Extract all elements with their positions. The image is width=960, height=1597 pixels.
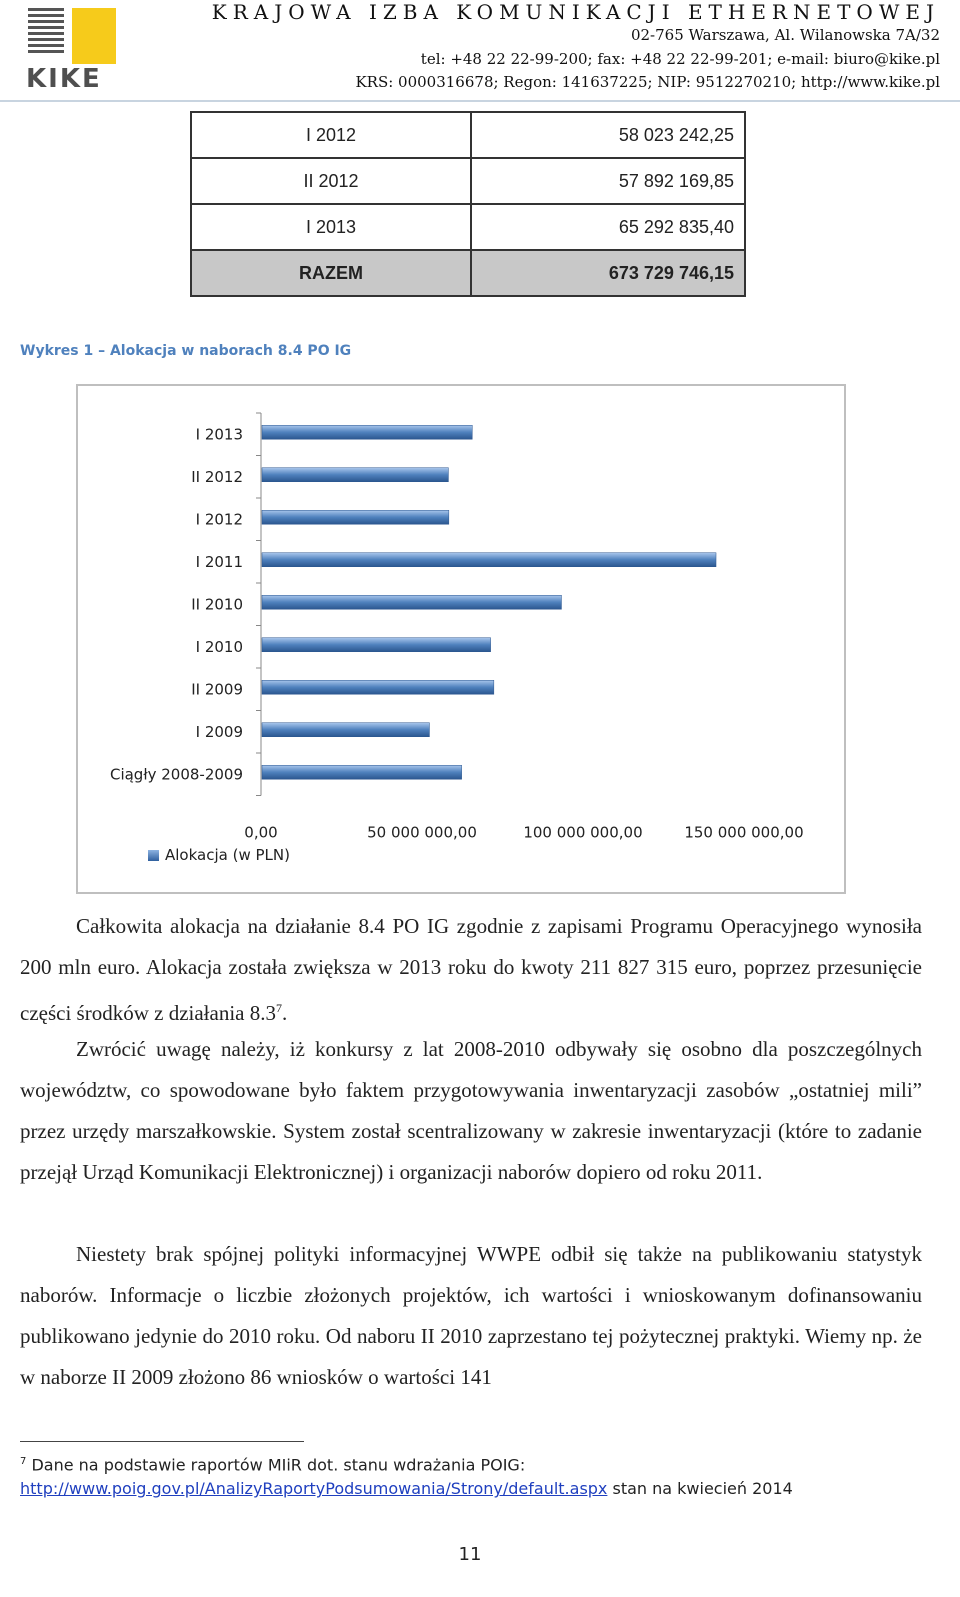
page-number: 11 — [458, 1544, 482, 1565]
table-row — [191, 112, 745, 158]
table-cell-value: 65 292 835,40 — [471, 204, 745, 250]
total-value: 673 729 746,15 — [471, 250, 745, 296]
bar — [262, 723, 429, 737]
allocation-chart — [76, 384, 846, 894]
footnote-link[interactable]: http://www.poig.gov.pl/AnalizyRaportyPodsumowania/Strony/default.aspx — [20, 1479, 608, 1499]
table-cell-value: 57 892 169,85 — [471, 158, 745, 204]
footnote-suffix: stan na kwiecień 2014 — [607, 1479, 793, 1499]
table-row — [191, 158, 745, 204]
y-tick-label: I 2009 — [195, 722, 243, 741]
paragraph-1-end: . — [281, 1001, 288, 1025]
paragraph-3-text: Niestety brak spójnej polityki informacyjnej WWPE odbił się także na publikowaniu statystyk naborów. Informacje o liczbie złożonych projektów, ich wartości i wnioskowanym dofinansowaniu publikowano jedynie do 2010 roku. Od naboru II 2010 zaprzestano tej pożytecznej praktyki. Wiemy np. że w naborze II 2009 złożono 86 wniosków o wartości 141 — [20, 1242, 922, 1389]
table-cell-label: II 2012 — [191, 158, 471, 204]
paragraph-1 — [20, 906, 922, 1034]
chart-caption: Wykres 1 – Alokacja w naborach 8.4 PO IG — [20, 343, 352, 359]
allocation-table — [190, 111, 746, 297]
table-cell-label: I 2012 — [191, 112, 471, 158]
footnote-number: 7 — [20, 1456, 27, 1467]
chart-plot — [78, 386, 844, 892]
paragraph-1-text: Całkowita alokacja na działanie 8.4 PO IG zgodnie z zapisami Programu Operacyjnego wynosiła 200 mln euro. Alokacja została zwiększa w 2013 roku do kwoty 211 827 315 euro, poprzez przesunięcie części środków z działania 8.3 — [20, 914, 922, 1025]
bar — [262, 765, 462, 779]
bar — [262, 425, 472, 439]
x-tick-label: 100 000 000,00 — [523, 823, 643, 842]
kike-logo — [24, 4, 124, 94]
total-label: RAZEM — [191, 250, 471, 296]
footnote-text: Dane na podstawie raportów MIiR dot. stanu wdrażania POIG: — [31, 1455, 526, 1475]
contact-info: tel: +48 22 22-99-200; fax: +48 22 22-99-201; e-mail: biuro@kike.pl — [420, 50, 940, 68]
bar — [262, 680, 494, 694]
table-row — [191, 204, 745, 250]
y-tick-label: II 2010 — [191, 595, 243, 614]
logo-yellow-block — [72, 8, 116, 64]
x-tick-label: 0,00 — [244, 823, 278, 842]
letterhead — [0, 0, 960, 104]
footnote-divider — [20, 1441, 304, 1442]
table-cell-label: I 2013 — [191, 204, 471, 250]
y-tick-label: Ciągły 2008-2009 — [109, 765, 243, 784]
table-total-row — [191, 250, 745, 296]
organization-name: KRAJOWA IZBA KOMUNIKACJI ETHERNETOWEJ — [211, 0, 940, 24]
paragraph-2-text: Zwrócić uwagę należy, iż konkursy z lat 2008-2010 odbywały się osobno dla poszczególnych województw, co spowodowane było faktem przygotowywania inwentaryzacji zasobów „ostatniej mili” przez urzędy marszałkowskie. System został scentralizowany w zakresie inwentaryzacji (które to zadanie przejął Urząd Komunikacji Elektronicznej) i organizacji naborów dopiero od roku 2011. — [20, 1037, 922, 1184]
paragraph-2 — [20, 1029, 922, 1193]
y-tick-label: I 2012 — [195, 510, 243, 529]
legend-label: Alokacja (w PLN) — [165, 846, 290, 864]
y-tick-label: I 2013 — [195, 425, 243, 444]
footnote — [20, 1450, 920, 1501]
x-tick-label: 150 000 000,00 — [684, 823, 804, 842]
logo-text: KIKE — [26, 64, 102, 94]
address: 02-765 Warszawa, Al. Wilanowska 7A/32 — [630, 26, 940, 44]
footnote-reference: 7 — [275, 1001, 282, 1015]
chart-legend — [148, 846, 290, 864]
bar — [262, 553, 716, 567]
paragraph-3 — [20, 1234, 922, 1398]
bar — [262, 595, 561, 609]
y-tick-label: II 2009 — [191, 680, 243, 699]
y-tick-label: I 2011 — [195, 552, 243, 571]
bar — [262, 510, 449, 524]
table-cell-value: 58 023 242,25 — [471, 112, 745, 158]
registry-info: KRS: 0000316678; Regon: 141637225; NIP: 9512270210; http://www.kike.pl — [355, 73, 940, 91]
header-divider — [0, 100, 960, 102]
legend-swatch — [148, 850, 159, 861]
logo-bars — [28, 8, 64, 56]
y-tick-label: I 2010 — [195, 637, 243, 656]
x-tick-label: 50 000 000,00 — [367, 823, 477, 842]
bar — [262, 638, 491, 652]
y-tick-label: II 2012 — [191, 467, 243, 486]
bar — [262, 468, 448, 482]
